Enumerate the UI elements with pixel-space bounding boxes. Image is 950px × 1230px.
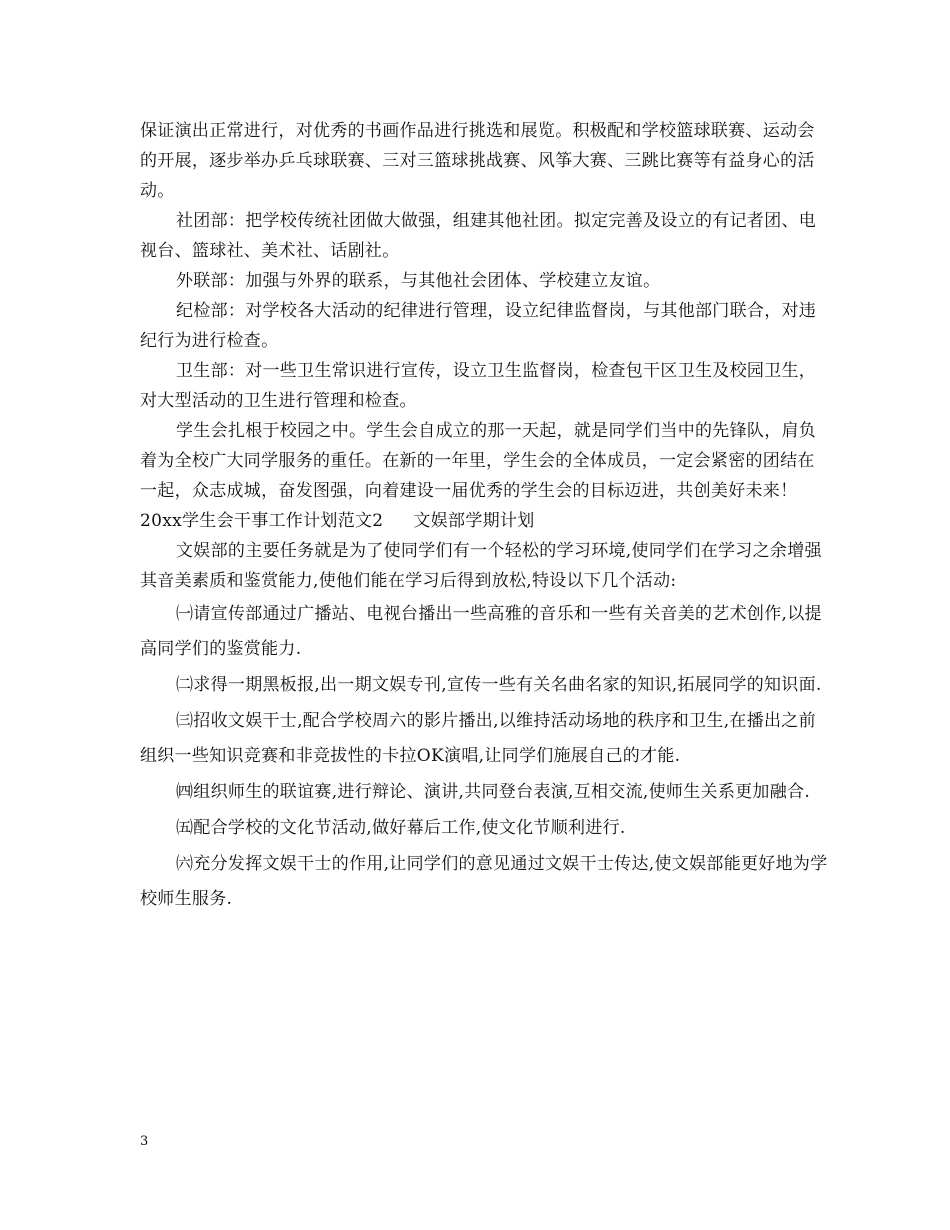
section-subtitle: 文娱部学期计划 [413, 511, 535, 531]
list-item-activity-2: ㈡求得一期黑板报,出一期文娱专刊,宣传一些有关名曲名家的知识,拓展同学的知识面. [176, 675, 822, 695]
paragraph-performance-sports: 保证演出正常进行，对优秀的书画作品进行挑选和展览。积极配和学校篮球联赛、运动会的开展，逐步举办乒乓球联赛、三对三篮球挑战赛、风筝大赛、三跳比赛等有益身心的活动。 [140, 121, 815, 201]
page-number: 3 [140, 1134, 149, 1149]
paragraph-club-department: 社团部：把学校传统社团做大做强，组建其他社团。拟定完善及设立的有记者团、电视台、篮球社、美术社、话剧社。 [140, 211, 817, 261]
paragraph-discipline-department: 纪检部：对学校各大活动的纪律进行管理，设立纪律监督岗，与其他部门联合，对违纪行为进行检查。 [140, 301, 817, 351]
list-item-activity-3: ㈢招收文娱干士,配合学校周六的影片播出,以维持活动场地的秩序和卫生,在播出之前组织一些知识竞赛和非竞拔性的卡拉OK演唱,让同学们施展自己的才能. [140, 711, 816, 766]
paragraph-hygiene-department: 卫生部：对一些卫生常识进行宣传，设立卫生监督岗，检查包干区卫生及校园卫生，对大型活动的卫生进行管理和检查。 [140, 361, 817, 411]
list-item-activity-1: ㈠请宣传部通过广播站、电视台播出一些高雅的音乐和一些有关音美的艺术创作,以提高同学们的鉴赏能力. [140, 604, 822, 659]
paragraph-external-relations: 外联部：加强与外界的联系，与其他社会团体、学校建立友谊。 [176, 271, 661, 291]
list-item-activity-5: ㈤配合学校的文化节活动,做好幕后工作,使文化节顺利进行. [176, 818, 626, 838]
section-heading [140, 506, 830, 536]
paragraph-entertainment-intro: 文娱部的主要任务就是为了使同学们有一个轻松的学习环境,使同学们在学习之余增强其音美素质和鉴赏能力,使他们能在学习后得到放松,特设以下几个活动: [140, 541, 822, 591]
list-item-activity-4: ㈣组织师生的联谊赛,进行辩论、演讲,共同登台表演,互相交流,使师生关系更加融合. [176, 782, 811, 802]
document-body [140, 116, 830, 917]
list-item-activity-6: ㈥充分发挥文娱干士的作用,让同学们的意见通过文娱干士传达,使文娱部能更好地为学校师生服务. [140, 854, 828, 909]
section-title: 20xx学生会干事工作计划范文2 [140, 511, 384, 531]
paragraph-student-union-summary: 学生会扎根于校园之中。学生会自成立的那一天起，就是同学们当中的先锋队，肩负着为全校广大同学服务的重任。在新的一年里，学生会的全体成员，一定会紧密的团结在一起，众志成城，奋发图强，向着建设一届优秀的学生会的目标迈进，共创美好未来！ [140, 421, 817, 501]
